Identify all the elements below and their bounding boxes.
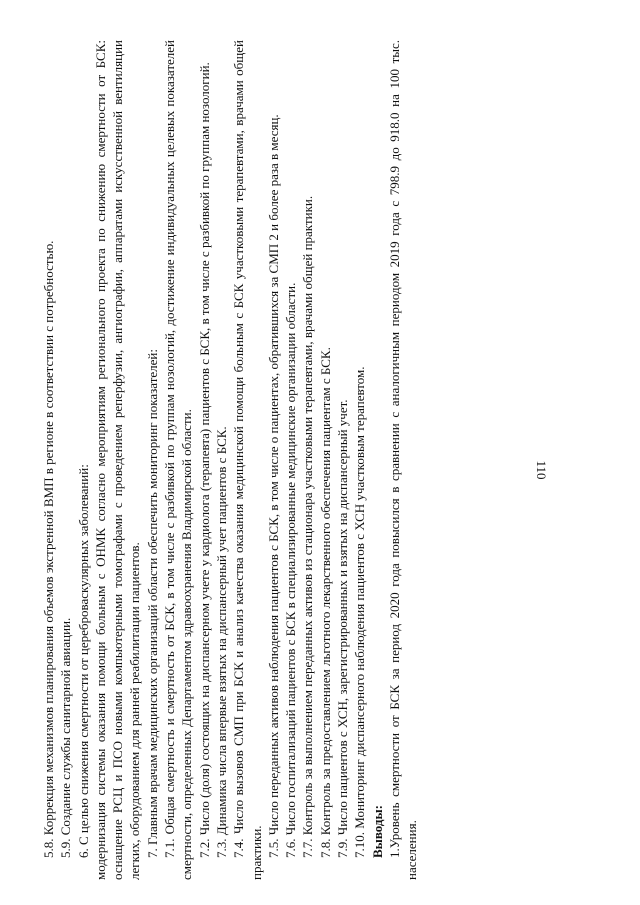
paragraph-7-8: 7.8. Контроль за предоставлением льготного лекарственного обеспечения пациентам с БСК.: [317, 347, 333, 858]
paragraph-5-8: 5.8. Коррекция механизмов планирования объемов экстренной ВМП в регионе в соответствии с потребностью.: [41, 240, 56, 858]
paragraph-5-9: 5.9. Создание службы санитарной авиации.: [58, 617, 74, 858]
paragraph-6-body: модернизация системы оказания помощи больным с ОНМК согласно мероприятиям регионального проекта по снижению смертности от БСК: оснащение РСЦ и ПСО новыми компьютерными томографами с проведением реперфузии, ангиографии, аппаратами искусственной вентиляции легких, оборудованием для ранней реабилитации пациентов.: [92, 40, 143, 880]
page-number: 110: [534, 460, 549, 480]
conclusions-heading: Выводы:: [369, 805, 385, 858]
paragraph-7-7: 7.7. Контроль за выполнением переданных активов из стационара участковыми терапевтами, врачами общей практики.: [300, 195, 316, 858]
paragraph-7-6: 7.6. Число госпитализаций пациентов с БСК в специализированные медицинские организации области.: [283, 282, 299, 858]
paragraph-7-5: 7.5. Число переданных активов наблюдения пациентов с БСК, в том числе о пациентах, обратившихся за СМП 2 и более раза в месяц.: [265, 114, 281, 858]
paragraph-7-1: 7.1. Общая смертность и смертность от БСК, в том числе с разбивкой по группам нозологий, достижение индивидуальных целевых показателей смертности, определенных Департаментом здравоохранения Владимирской области.: [162, 40, 195, 880]
paragraph-7-10: 7.10. Мониторинг диспансерного наблюдения пациентов с ХСН участковым терапевтом.: [352, 366, 368, 858]
paragraph-7-2: 7.2. Число (доля) состоящих на диспансерном учете у кардиолога (терапевта) пациентов с БСК, в том числе с разбивкой по группам нозологий.: [196, 62, 212, 858]
paragraph-7: 7. Главным врачам медицинских организаций области обеспечить мониторинг показателей:: [144, 349, 160, 858]
paragraph-7-3: 7.3. Динамика числа впервые взятых на диспансерный учет пациентов с БСК.: [213, 426, 229, 858]
document-body: [40, 40, 600, 880]
paragraph-7-9: 7.9. Число пациентов с ХСН, зарегистрированных и взятых на диспансерный учет.: [335, 399, 351, 858]
conclusion-1: 1.Уровень смертности от БСК за период 2020 года повысился в сравнении с аналогичным периодом 2019 года с 798.9 до 918.0 на 100 тыс. населения.: [386, 40, 420, 880]
paragraph-7-4: 7.4. Число вызовов СМП при БСК и анализ качества оказания медицинской помощи больным с БСК участковыми терапевтами, врачами общей практики.: [231, 40, 264, 880]
paragraph-6: 6. С целью снижения смертности от цереброваскулярных заболеваний:: [75, 464, 91, 858]
